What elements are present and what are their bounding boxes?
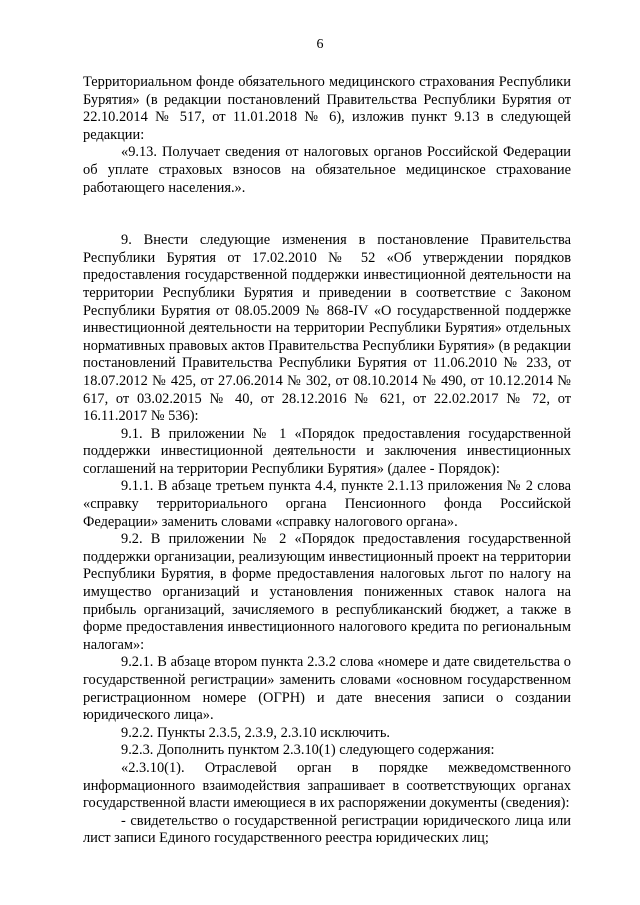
paragraph: «9.13. Получает сведения от налоговых органов Российской Федерации об уплате страховых взносов на обязательное медицинское страхование работающего населения.». xyxy=(83,144,571,196)
paragraph: - свидетельство о государственной регистрации юридического лица или лист записи Единого государственного реестра юридических лиц; xyxy=(83,812,571,847)
paragraph: 9.2.3. Дополнить пунктом 2.3.10(1) следующего содержания: xyxy=(121,742,495,759)
paragraph: Территориальном фонде обязательного медицинского страхования Республики Бурятия» (в редакции постановлений Правительства Республики Бурятия от 22.10.2014 № 517, от 11.01.2018 № 6), изложив пункт 9.13 в следующей редакции: xyxy=(83,74,571,143)
paragraph: 9. Внести следующие изменения в постановление Правительства Республики Бурятия от 17.02.2010 № 52 «Об утверждении порядков предоставления государственной поддержки инвестиционной деятельности на территории Республики Бурятия и приведении в соответствие с Законом Республики Бурятия от 08.05.2009 № 868-IV «О государственной поддержке инвестиционной деятельности на территории Республики Бурятия» отдельных нормативных правовых актов Правительства Республики Бурятия» (в редакции постановлений Правительства Республики Бурятия от 11.06.2010 № 233, от 18.07.2012 № 425, от 27.06.2014 № 302, от 08.10.2014 № 490, от 10.12.2014 № 617, от 03.02.2015 № 40, от 28.12.2016 № 621, от 22.02.2017 № 72, от 16.11.2017 № 536): xyxy=(83,232,571,425)
paragraph: 9.1.1. В абзаце третьем пункта 4.4, пункте 2.1.13 приложения № 2 слова «справку территориального органа Пенсионного фонда Российской Федерации» заменить словами «справку налогового органа». xyxy=(83,478,571,530)
paragraph: 9.2.1. В абзаце втором пункта 2.3.2 слова «номере и дате свидетельства о государственной регистрации» заменить словами «основном государственном регистрационном номере (ОГРН) и дате внесения записи о создании юридического лица». xyxy=(83,654,571,724)
paragraph: 9.2. В приложении № 2 «Порядок предоставления государственной поддержки организации, реализующим инвестиционный проект на территории Республики Бурятия, в форме предоставления налоговых льгот по налогу на имущество организаций и установления пониженных ставок налога на прибыль организаций, зачисляемого в республиканский бюджет, а также в форме предоставления инвестиционного налогового кредита по региональным налогам»: xyxy=(83,531,571,653)
paragraph: 9.1. В приложении № 1 «Порядок предоставления государственной поддержки инвестиционной деятельности и заключения инвестиционных соглашений на территории Республики Бурятия» (далее - Порядок): xyxy=(83,425,571,477)
paragraph-gap xyxy=(83,197,571,232)
paragraph: 9.2.2. Пункты 2.3.5, 2.3.9, 2.3.10 исключить. xyxy=(121,724,391,741)
paragraph: «2.3.10(1). Отраслевой орган в порядке межведомственного информационного взаимодействия запрашивает в соответствующих органах государственной власти имеющиеся в их распоряжении документы (сведения): xyxy=(83,759,571,812)
page-number: 6 xyxy=(316,37,324,52)
document-body xyxy=(83,74,571,848)
